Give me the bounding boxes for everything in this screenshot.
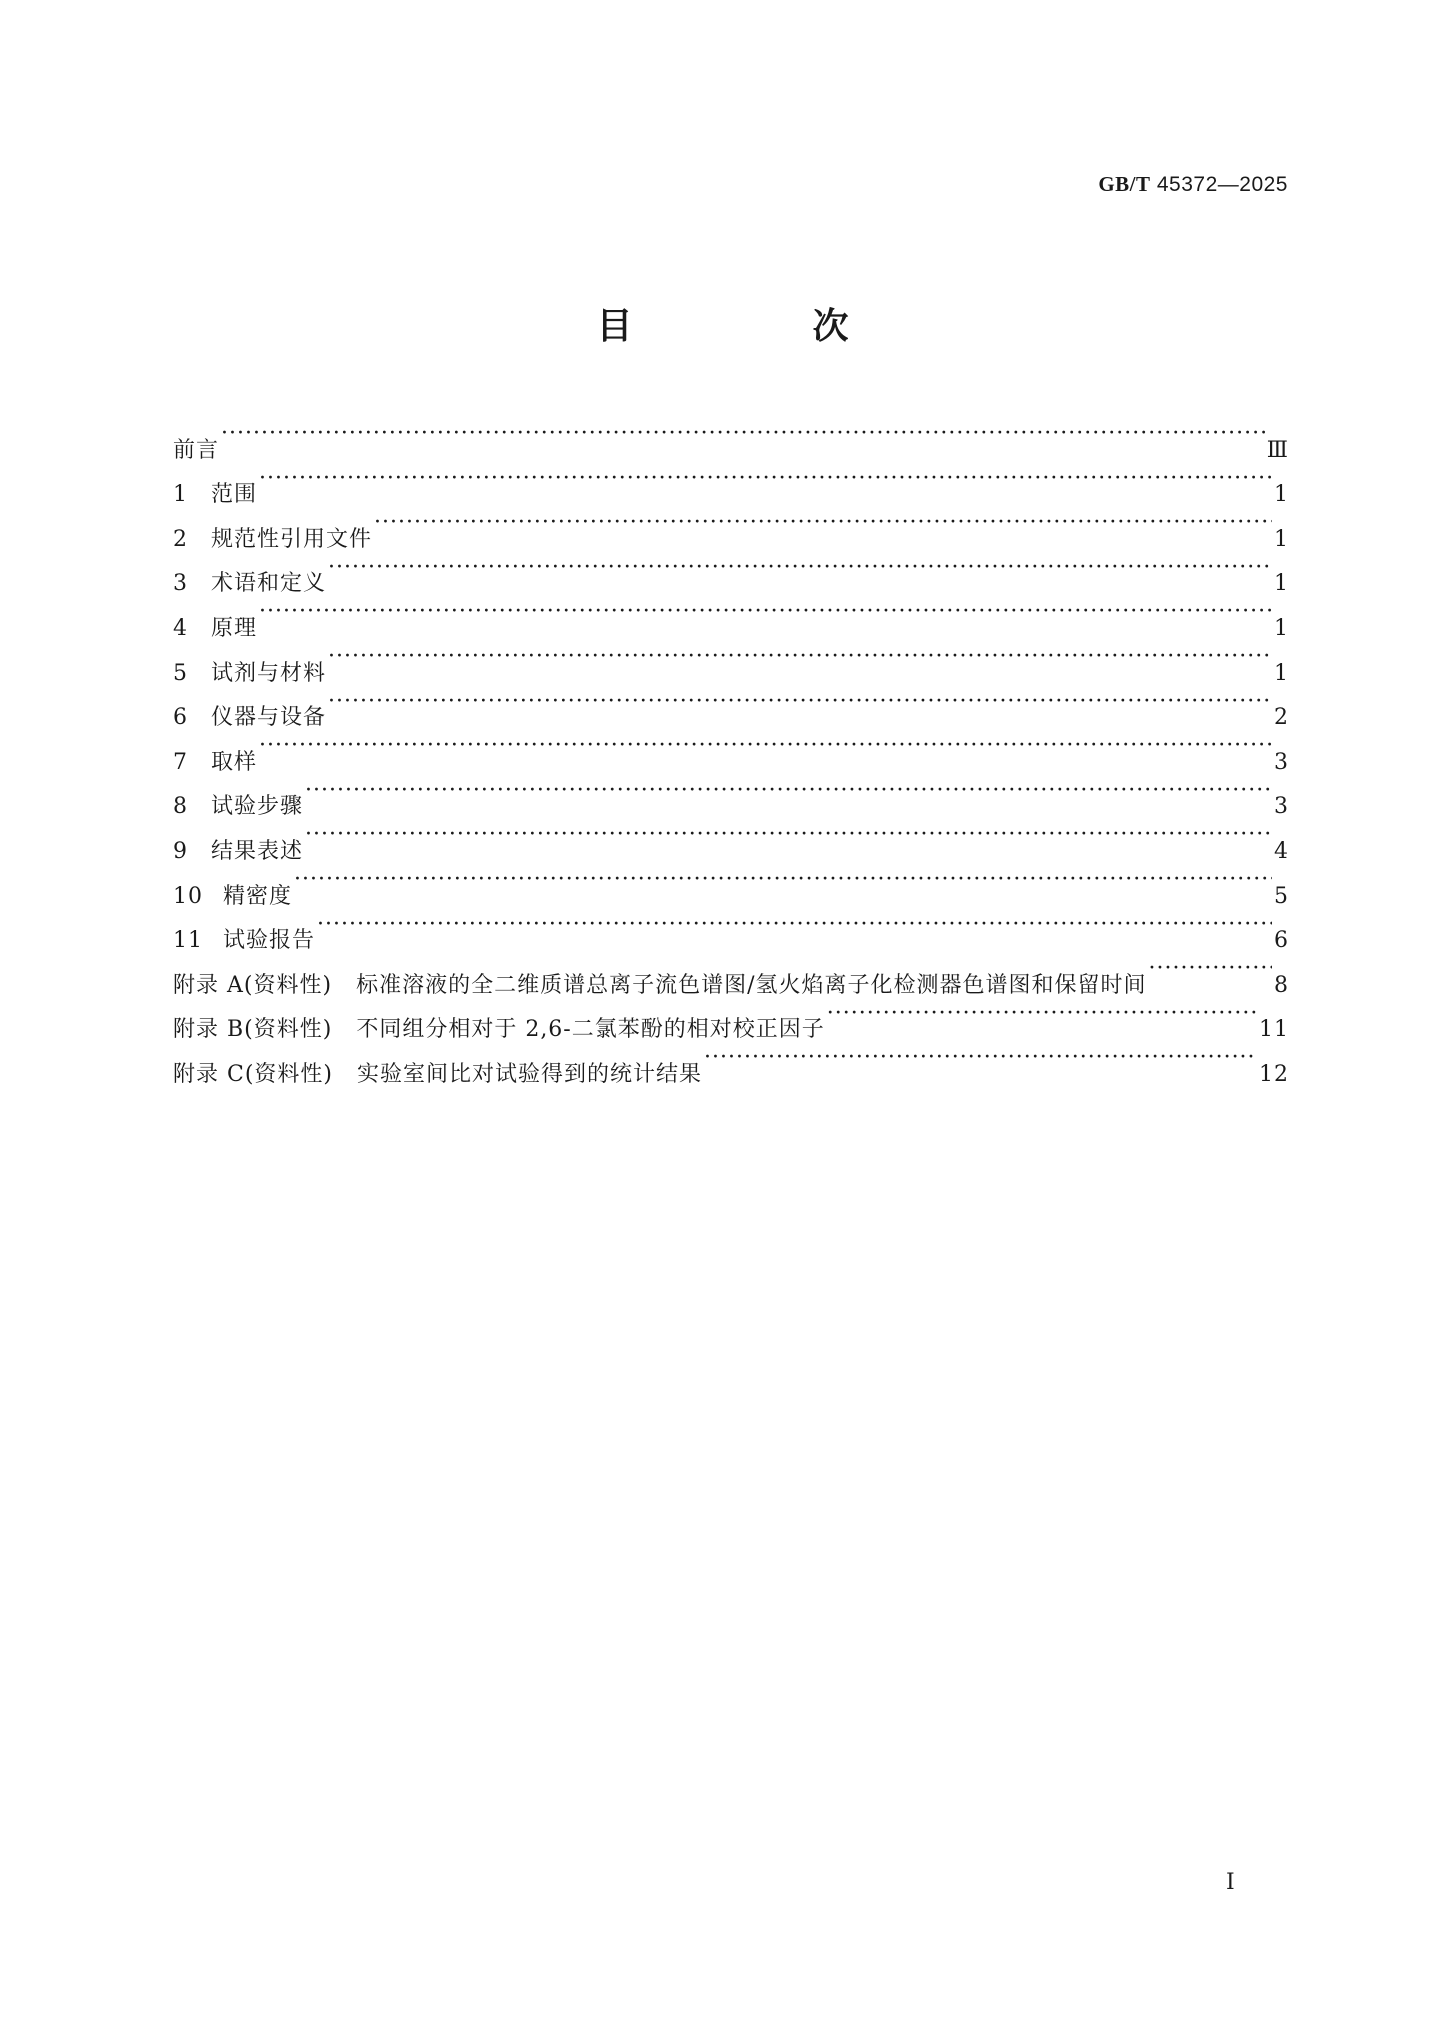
toc-entry-page: 1: [1274, 615, 1289, 641]
toc-entry-label: 标准溶液的全二维质谱总离子流色谱图/氢火焰离子化检测器色谱图和保留时间: [356, 972, 1147, 998]
toc-entry-number: 11: [173, 928, 203, 954]
toc-dot-leader: [1148, 947, 1272, 992]
toc-entry-number: 10: [173, 883, 203, 909]
toc-entry-label: 精密度: [223, 883, 293, 909]
toc-dot-leader: [305, 813, 1272, 858]
page-title: 目 次: [596, 306, 921, 347]
toc-dot-leader: [328, 635, 1272, 680]
toc-dot-leader: [305, 769, 1272, 814]
toc-dot-leader: [827, 992, 1257, 1037]
toc-entry[interactable]: [173, 680, 1289, 731]
toc-entry-number: 6: [173, 705, 188, 731]
toc-entry-page: Ⅲ: [1266, 437, 1289, 463]
toc-dot-leader: [259, 457, 1272, 502]
toc-entry-page: 3: [1274, 749, 1289, 775]
toc-entry-number: 4: [173, 615, 188, 641]
table-of-contents: [173, 412, 1289, 1087]
toc-entry-number: 8: [173, 794, 188, 820]
toc-entry-page: 6: [1274, 928, 1289, 954]
toc-dot-leader: [374, 501, 1272, 546]
toc-dot-leader: [221, 412, 1265, 457]
toc-entry-page: 5: [1274, 883, 1289, 909]
toc-dot-leader: [259, 724, 1272, 769]
toc-entry[interactable]: [173, 412, 1289, 463]
toc-entry-label: 术语和定义: [211, 571, 327, 597]
toc-entry-label: 范围: [211, 482, 258, 508]
toc-entry-label: 仪器与设备: [211, 705, 327, 731]
toc-entry-page: 8: [1274, 972, 1289, 998]
toc-entry-label: 前言: [173, 437, 220, 463]
standard-code-number: 45372—2025: [1156, 173, 1288, 196]
toc-entry-label: 结果表述: [211, 838, 304, 864]
toc-entry[interactable]: [173, 858, 1289, 909]
toc-entry-page: 4: [1274, 838, 1289, 864]
toc-entry[interactable]: [173, 590, 1289, 641]
toc-entry-page: 1: [1274, 571, 1289, 597]
page-number: Ⅰ: [1226, 1870, 1235, 1895]
toc-entry-number: 7: [173, 749, 188, 775]
standard-code-prefix: GB/T: [1098, 172, 1151, 196]
toc-dot-leader: [328, 680, 1272, 725]
toc-entry-label: 规范性引用文件: [211, 526, 373, 552]
toc-entry-number: 3: [173, 571, 188, 597]
toc-entry-label: 试剂与材料: [211, 660, 327, 686]
toc-entry[interactable]: [173, 1036, 1289, 1087]
toc-entry[interactable]: [173, 635, 1289, 686]
toc-entry-number: 5: [173, 660, 188, 686]
toc-entry-label: 实验室间比对试验得到的统计结果: [357, 1061, 703, 1087]
toc-entry[interactable]: [173, 813, 1289, 864]
toc-entry-label: 原理: [211, 615, 258, 641]
toc-dot-leader: [259, 590, 1272, 635]
toc-entry-label: 试验报告: [223, 928, 316, 954]
toc-dot-leader: [294, 858, 1272, 903]
toc-entry-label: 不同组分相对于 2,6-二氯苯酚的相对校正因子: [356, 1017, 825, 1043]
toc-entry-annex-prefix: 附录 C(资料性): [173, 1061, 333, 1087]
toc-entry[interactable]: [173, 546, 1289, 597]
toc-dot-leader: [328, 546, 1272, 591]
toc-entry-number: 1: [173, 482, 188, 508]
toc-entry-number: 9: [173, 838, 188, 864]
toc-entry-label: 试验步骤: [211, 794, 304, 820]
toc-entry-page: 1: [1274, 482, 1289, 508]
toc-entry-page: 3: [1274, 794, 1289, 820]
toc-dot-leader: [317, 903, 1272, 948]
toc-entry[interactable]: [173, 903, 1289, 954]
toc-entry-number: 2: [173, 526, 188, 552]
toc-entry[interactable]: [173, 769, 1289, 820]
toc-entry[interactable]: [173, 724, 1289, 775]
toc-entry[interactable]: [173, 947, 1289, 998]
toc-entry-annex-prefix: 附录 B(资料性): [173, 1017, 333, 1043]
toc-entry-page: 1: [1274, 660, 1289, 686]
toc-entry-page: 12: [1259, 1061, 1289, 1087]
toc-entry[interactable]: [173, 457, 1289, 508]
toc-dot-leader: [704, 1036, 1257, 1081]
toc-entry-page: 11: [1259, 1017, 1289, 1043]
toc-entry[interactable]: [173, 501, 1289, 552]
toc-entry-page: 1: [1274, 526, 1289, 552]
toc-entry-annex-prefix: 附录 A(资料性): [173, 972, 333, 998]
toc-entry-page: 2: [1274, 705, 1289, 731]
toc-entry-label: 取样: [211, 749, 258, 775]
standard-code: [1098, 172, 1288, 197]
